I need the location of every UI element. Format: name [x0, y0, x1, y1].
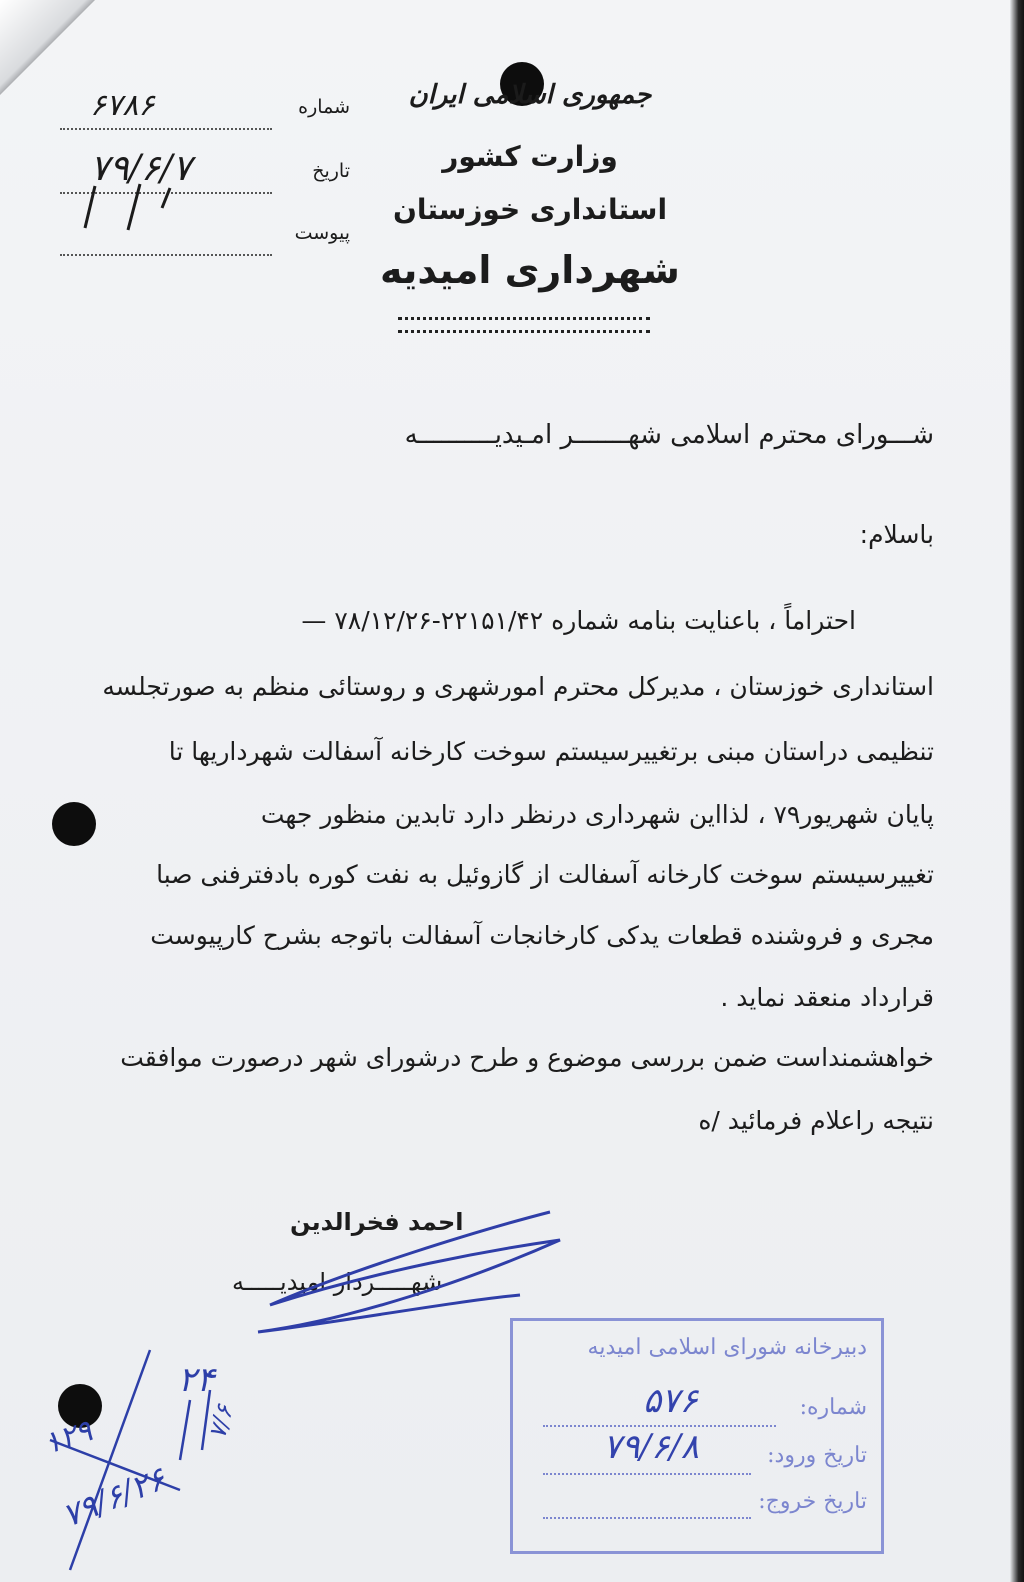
punch-hole	[52, 802, 96, 846]
province-title: استانداری خوزستان	[392, 193, 668, 226]
council-stamp	[510, 1318, 884, 1554]
signer-name: احمد فخرالدین	[290, 1208, 464, 1236]
folded-corner	[0, 0, 95, 95]
body-line: نتیجه راعلام فرمائید /ه	[698, 1106, 934, 1135]
number-label: شماره	[298, 96, 350, 118]
stamp-number-label: شماره:	[799, 1395, 867, 1420]
margin-number: ۲۴	[178, 1360, 215, 1400]
side-note: ۷/۶	[203, 1402, 239, 1442]
stamp-number-value: ۵۷۶	[643, 1381, 698, 1421]
recipient: شـــوراى محترم اسلامى شهـــــــر امـيديــــــــــه	[404, 420, 934, 450]
margin-date: ۷۹/۶/۲۶	[56, 1459, 171, 1535]
date-value: ۷۹/۶/۷	[90, 148, 192, 189]
number-value: ۶۷۸۶	[90, 88, 155, 123]
body-line: خواهشمنداست ضمن بررسی موضوع و طرح درشورای شهر درصورت موافقت	[120, 1043, 934, 1072]
header-divider	[398, 317, 650, 333]
body-line: قرارداد منعقد نماید .	[720, 983, 934, 1012]
attachment-label: پیوست	[294, 222, 350, 244]
stamp-entry-label: تاریخ ورود:	[767, 1443, 867, 1468]
margin-ref: ۱۲۹	[39, 1413, 97, 1462]
body-line: احتراماً ، باعنایت بنامه شماره ۲۲۱۵۱/۴۲-۷۸/۱۲/۲۶ —	[301, 606, 856, 635]
margin-scribble	[40, 1340, 260, 1580]
stamp-exit-label: تاریخ خروج:	[758, 1489, 867, 1514]
body-line: تنظیمی دراستان مبنی برتغییرسیستم سوخت کارخانه آسفالت شهرداریها تا	[168, 737, 934, 766]
republic-title: جمهوری اسلامی ایران	[408, 80, 652, 110]
body-line: استانداری خوزستان ، مدیرکل محترم امورشهری و روستائی منظم به صورتجلسه	[102, 672, 934, 701]
body-line: تغییرسیستم سوخت کارخانه آسفالت از گازوئیل به نفت کوره بادفترفنی صبا	[156, 860, 934, 889]
stamp-entry-value: ۷۹/۶/۸	[603, 1427, 699, 1467]
date-scribble	[70, 178, 190, 238]
scan-edge	[1010, 0, 1024, 1582]
date-label: تاریخ	[312, 160, 350, 182]
municipality-title: شهرداری امیدیه	[380, 248, 680, 292]
greeting: باسلام:	[859, 520, 934, 549]
body-line: مجری و فروشنده قطعات یدکی کارخانجات آسفالت باتوجه بشرح کارپیوست	[150, 921, 934, 950]
body-line: پایان شهریور۷۹ ، لذااین شهرداری درنظر دارد تابدین منظور جهت	[260, 800, 934, 829]
stamp-title: دبیرخانه شورای اسلامی امیدیه	[587, 1335, 867, 1360]
number-field	[60, 88, 350, 136]
signer-title: شهـــــردار امیدیـــــه	[232, 1268, 443, 1296]
ministry-title: وزارت کشور	[442, 140, 618, 173]
